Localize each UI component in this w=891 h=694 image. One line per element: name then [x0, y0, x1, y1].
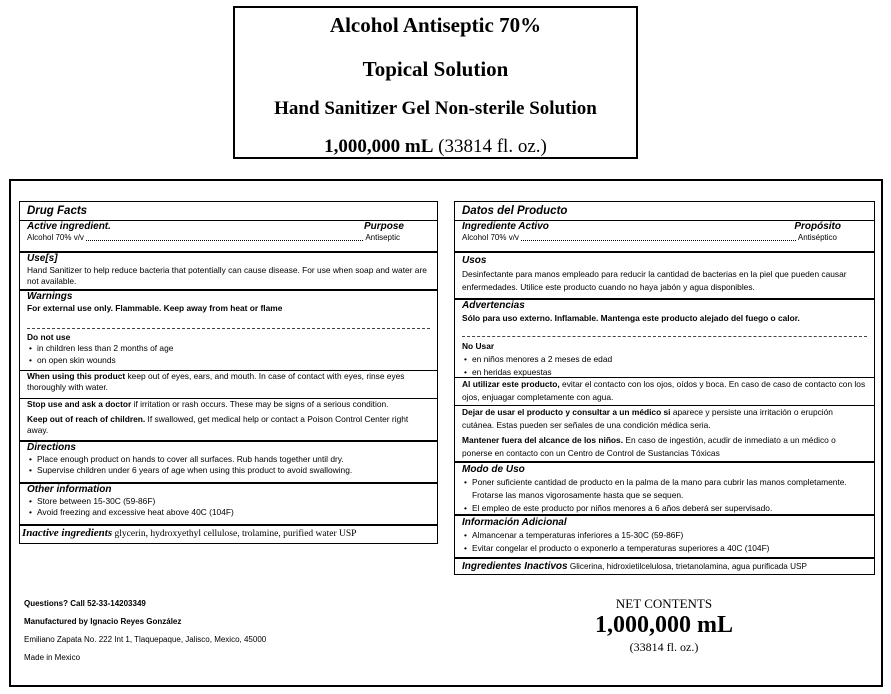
- list-item: • Evitar congelar el producto o exponerlo a temperaturas superiores a 40C (104F): [472, 542, 867, 555]
- keep-out-text: If swallowed, get medical help or contact a Poison Control Center right away.: [27, 414, 409, 436]
- stop-use-section: [20, 398, 437, 410]
- net-contents-label: NET CONTENTS: [615, 596, 713, 611]
- net-contents: [584, 596, 744, 655]
- product-title: Alcohol Antiseptic 70%: [329, 13, 542, 37]
- al-utilizar-section: [455, 377, 874, 404]
- do-not-use-heading: No Usar: [462, 341, 495, 351]
- keep-out-bold: Mantener fuera del alcance de los niños.: [462, 435, 624, 445]
- inactive-text: Glicerina, hidroxietilcelulosa, trietanolamina, agua purificada USP: [567, 562, 807, 571]
- drug-facts-panel: [19, 201, 438, 544]
- uses-text: Desinfectante para manos empleado para reducir la cantidad de bacterias en la piel que pueden causar enfermedades. Utilice este producto cuando no haya jabón y agua disponibles.: [462, 269, 847, 293]
- directions-section: [20, 440, 437, 477]
- uses-heading: Usos: [462, 255, 487, 266]
- when-using-text: evitar el contacto con los ojos, oídos y boca. En caso de caso de contacto con los ojos, enjuagar completamente con agua.: [462, 379, 866, 403]
- divider: [27, 328, 430, 329]
- datos-header: [455, 205, 874, 219]
- leader-dots: [521, 233, 796, 241]
- active-ingredient-section: [20, 220, 437, 244]
- questions-line: Questions? Call 52-33-14203349: [24, 599, 146, 608]
- uses-section: [20, 251, 437, 288]
- uses-heading: Use[s]: [27, 253, 58, 264]
- other-info-heading: Other information: [27, 484, 112, 495]
- divider: [462, 336, 867, 337]
- when-using-section: [20, 370, 437, 394]
- leader-dots: [86, 233, 363, 241]
- stop-use-text: if irritation or rash occurs. These may be signs of a serious condition.: [131, 399, 389, 409]
- when-using-bold: Al utilizar este producto,: [462, 379, 560, 389]
- warnings-section: [20, 289, 437, 314]
- active-heading: Active ingredient.: [27, 221, 111, 232]
- list-item: • en niños menores a 2 meses de edad: [472, 353, 867, 366]
- product-amount: [235, 136, 636, 158]
- directions-heading: Directions: [27, 442, 76, 453]
- list-item: • on open skin wounds: [37, 355, 430, 366]
- uses-text: Hand Sanitizer to help reduce bacteria that potentially can cause disease. For use when soap and water are not available.: [27, 265, 427, 287]
- other-info-section: [20, 482, 437, 519]
- keep-out-text: En caso de ingestión, acudir de inmediato a un médico o ponerse en contacto con un Centro de Control de Sustancias Tóxicas: [462, 435, 836, 459]
- modo-de-uso-section: [455, 461, 874, 515]
- list-item: • in children less than 2 months of age: [37, 343, 430, 354]
- active-item: Alcohol 70% v/v: [27, 233, 84, 242]
- warnings-heading: Advertencias: [462, 300, 525, 311]
- warnings-text: Sólo para uso externo. Inflamable. Mantenga este producto alejado del fuego o calor.: [462, 313, 800, 323]
- directions-heading: Modo de Uso: [462, 464, 525, 475]
- list-item: • en heridas expuestas: [472, 366, 867, 379]
- advertencias-section: [455, 298, 874, 325]
- active-item: Alcohol 70% v/v: [462, 233, 519, 242]
- product-description: Hand Sanitizer Gel Non-sterile Solution: [274, 98, 597, 119]
- when-using-bold: When using this product: [27, 371, 126, 381]
- warnings-heading: Warnings: [27, 291, 73, 302]
- usos-section: [455, 251, 874, 295]
- made-in-line: Made in Mexico: [24, 653, 81, 662]
- keep-out-section: [20, 414, 437, 437]
- when-using-text: keep out of eyes, ears, and mouth. In case of contact with eyes, rinse eyes thoroughly with water.: [27, 371, 405, 393]
- active-heading: Ingrediente Activo: [462, 221, 549, 232]
- amount-floz: (33814 fl. oz.): [438, 136, 547, 157]
- net-contents-floz: (33814 fl. oz.): [629, 639, 699, 654]
- warnings-text: For external use only. Flammable. Keep away from heat or flame: [27, 303, 283, 313]
- purpose-heading: Propósito: [794, 221, 841, 232]
- purpose-item: Antiséptico: [797, 233, 837, 242]
- manufacturer-line: Manufactured by Ignacio Reyes González: [24, 617, 182, 626]
- list-item: • Poner suficiente cantidad de producto en la palma de la mano para cubrir las manos completamente. Frotarse las manos vigorosamente hasta que se sequen.: [472, 476, 867, 502]
- drug-facts-header: [20, 205, 437, 219]
- list-item: • Supervise children under 6 years of age when using this product to avoid swallowing.: [37, 465, 430, 476]
- list-item: • Place enough product on hands to cover all surfaces. Rub hands together until dry.: [37, 454, 430, 465]
- stop-use-bold: Stop use and ask a doctor: [27, 399, 132, 409]
- no-usar-section: [455, 340, 874, 379]
- title-box: [233, 6, 638, 159]
- drug-facts-title: Drug Facts: [27, 205, 88, 217]
- datos-title: Datos del Producto: [462, 205, 568, 217]
- inactive-heading: Ingredientes Inactivos: [462, 561, 568, 572]
- datos-producto-panel: [454, 201, 875, 575]
- stop-use-text: aparece y persiste una irritación o erupción cutánea. Estas pueden ser señales de una condición médica seria.: [462, 407, 833, 431]
- purpose-heading: Purpose: [363, 221, 404, 232]
- mantener-section: [455, 434, 874, 460]
- inactive-text: glycerin, hydroxyethyl cellulose, trolamine, purified water USP: [112, 529, 357, 539]
- list-item: • Almancenar a temperaturas inferiores a 15-30C (59-86F): [472, 529, 867, 542]
- inactive-section: [20, 524, 437, 541]
- informacion-adicional-section: [455, 514, 874, 555]
- do-not-use-heading: Do not use: [27, 332, 71, 342]
- stop-use-bold: Dejar de usar el producto y consultar a un médico si: [462, 407, 671, 417]
- purpose-item: Antiseptic: [365, 233, 400, 242]
- do-not-use-section: [20, 332, 437, 366]
- product-subtitle: Topical Solution: [362, 57, 509, 81]
- other-info-heading: Información Adicional: [462, 517, 567, 528]
- net-contents-amount: 1,000,000 mL: [595, 612, 733, 638]
- address-line: Emiliano Zapata No. 222 Int 1, Tlaquepaque, Jalisco, Mexico, 45000: [24, 635, 267, 644]
- ingrediente-activo-section: [455, 220, 874, 244]
- list-item: • El empleo de este producto por niños menores a 6 años deberá ser supervisado.: [472, 502, 867, 515]
- list-item: • Avoid freezing and excessive heat above 40C (104F): [37, 507, 430, 518]
- dejar-de-usar-section: [455, 405, 874, 432]
- ingredientes-inactivos-section: [455, 557, 874, 575]
- keep-out-bold: Keep out of reach of children.: [27, 414, 146, 424]
- inactive-heading: Inactive ingredients: [22, 527, 113, 539]
- list-item: • Store between 15-30C (59-86F): [37, 496, 430, 507]
- amount-ml: 1,000,000 mL: [324, 136, 434, 157]
